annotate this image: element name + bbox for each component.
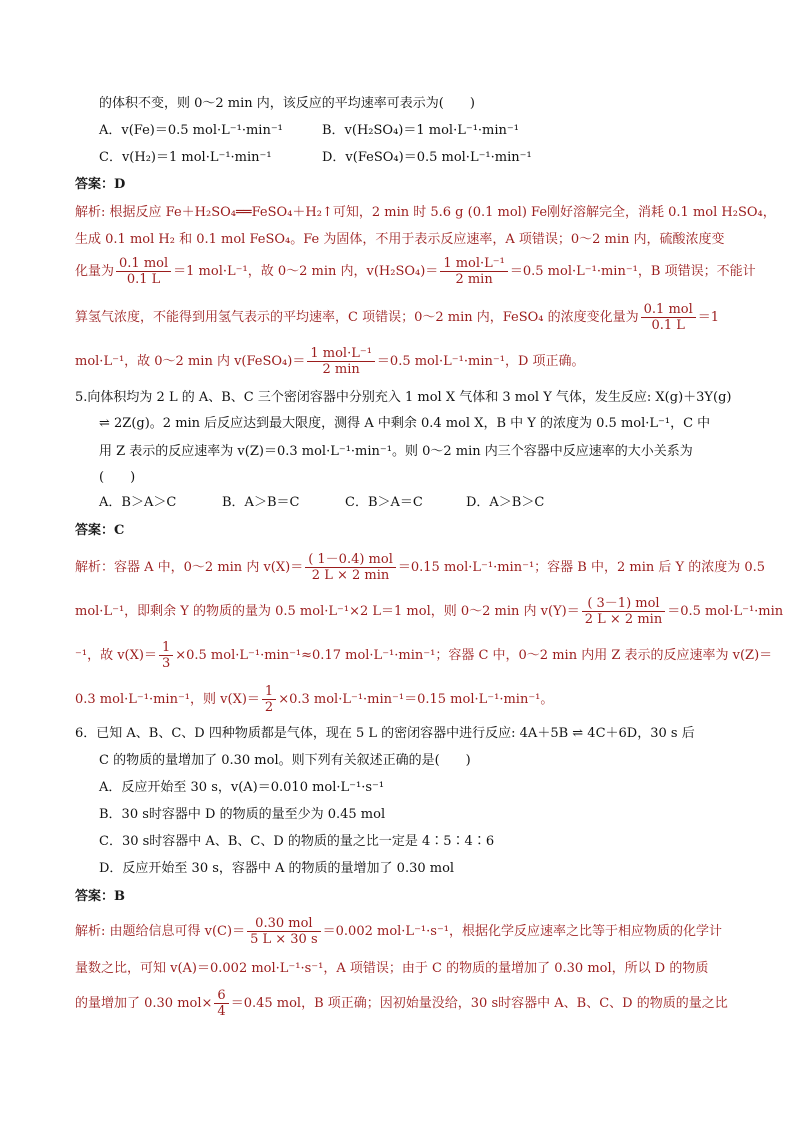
q5-option-b: B．A＞B＝C (222, 495, 300, 510)
q6-analysis-line3 (75, 988, 728, 1019)
fraction-numerator: 1 (262, 684, 276, 700)
q4-answer: 答案：D (75, 177, 126, 192)
text-segment: mol·L⁻¹，即剩余 Y 的物质的量为 0.5 mol·L⁻¹×2 L＝1 mol，则 0～2 min 内 v(Y)＝ (75, 604, 580, 619)
fraction-denominator: 2 min (322, 362, 360, 377)
fraction-denominator: 5 L × 30 s (250, 932, 318, 947)
fraction (116, 256, 171, 287)
fraction-numerator: ( 3－1) mol (582, 596, 665, 612)
fraction-numerator: 0.1 mol (641, 302, 696, 318)
fraction-denominator: 0.1 L (651, 318, 685, 333)
fraction-denominator: 0.1 L (126, 272, 161, 287)
fraction (262, 684, 276, 715)
text-segment: ＝0.002 mol·L⁻¹·s⁻¹，根据化学反应速率之比等于相应物质的化学计 (322, 924, 723, 939)
fraction (582, 596, 665, 627)
text-segment: mol·L⁻¹，故 0～2 min 内 v(FeSO₄)＝ (75, 354, 306, 369)
q4-analysis-line4 (75, 302, 719, 333)
text-segment: 解析：容器 A 中，0～2 min 内 v(X)＝ (75, 560, 304, 575)
fraction-numerator: 1 mol·L⁻¹ (307, 346, 375, 362)
q5-stem-line2: ⇌ 2Z(g)。2 min 后反应达到最大限度，测得 A 中剩余 0.4 mol X，B 中 Y 的浓度为 0.5 mol·L⁻¹，C 中 (99, 416, 711, 431)
q6-stem-line1: 6．已知 A、B、C、D 四种物质都是气体，现在 5 L 的密闭容器中进行反应: 4A＋5B ⇌ 4C＋6D，30 s 后 (75, 726, 695, 741)
q5-stem-line1: 5.向体积均为 2 L 的 A、B、C 三个密闭容器中分别充入 1 mol X 气体和 3 mol Y 气体，发生反应: X(g)＋3Y(g) (75, 390, 732, 405)
text-segment: 化量为 (75, 264, 115, 279)
text-segment: ＝0.5 mol·L⁻¹·min⁻¹，B 项错误；不能计 (509, 264, 756, 279)
q4-option-d: D．v(FeSO₄)＝0.5 mol·L⁻¹·min⁻¹ (322, 150, 532, 165)
fraction-denominator: 4 (217, 1004, 226, 1019)
q4-option-c: C．v(H₂)＝1 mol·L⁻¹·min⁻¹ (99, 150, 272, 165)
fraction (307, 346, 375, 377)
text-segment: ＝0.5 mol·L⁻¹·min (667, 604, 784, 619)
q6-option-c: C．30 s时容器中 A、B、C、D 的物质的量之比一定是 4∶5∶4∶6 (99, 834, 495, 849)
q4-option-b: B．v(H₂SO₄)＝1 mol·L⁻¹·min⁻¹ (322, 123, 519, 138)
q4-analysis-line5 (75, 346, 585, 377)
fraction-denominator: 2 (264, 700, 274, 715)
q5-analysis-line1 (75, 552, 765, 583)
fraction-numerator: 1 (159, 640, 173, 656)
text-segment: 解析: 由题给信息可得 v(C)＝ (75, 924, 246, 939)
fraction (214, 988, 228, 1019)
q4-analysis-line2: 生成 0.1 mol H₂ 和 0.1 mol FeSO₄。Fe 为固体，不用于表示反应速率，A 项错误；0～2 min 内，硫酸浓度变 (75, 232, 725, 247)
text-segment: ⁻¹，故 v(X)＝ (75, 648, 157, 663)
fraction-numerator: 0.30 mol (247, 916, 321, 932)
fraction (305, 552, 396, 583)
text-segment: 0.3 mol·L⁻¹·min⁻¹，则 v(X)＝ (75, 692, 260, 707)
q5-option-d: D．A＞B＞C (466, 495, 545, 510)
q4-analysis-line3 (75, 256, 756, 287)
q6-stem-line2: C 的物质的量增加了 0.30 mol。则下列有关叙述正确的是( ) (99, 753, 471, 768)
q5-stem-line4: ( ) (99, 470, 136, 485)
text-segment: ＝0.5 mol·L⁻¹·min⁻¹，D 项正确。 (376, 354, 585, 369)
fraction-denominator: 3 (161, 656, 171, 671)
fraction-numerator: 6 (214, 988, 228, 1004)
q5-analysis-line4 (75, 684, 553, 715)
fraction-denominator: 2 L × 2 min (311, 568, 390, 583)
text-segment: ＝1 mol·L⁻¹，故 0～2 min 内，v(H₂SO₄)＝ (173, 264, 439, 279)
q5-option-a: A．B＞A＞C (99, 495, 177, 510)
q5-stem-line3: 用 Z 表示的反应速率为 v(Z)＝0.3 mol·L⁻¹·min⁻¹。则 0～2 min 内三个容器中反应速率的大小关系为 (99, 444, 693, 459)
fraction (440, 256, 508, 287)
text-segment: ×0.5 mol·L⁻¹·min⁻¹≈0.17 mol·L⁻¹·min⁻¹；容器 C 中，0～2 min 内用 Z 表示的反应速率为 v(Z)＝ (175, 648, 773, 663)
fraction-denominator: 2 L × 2 min (584, 612, 663, 627)
q4-analysis-line1: 解析: 根据反应 Fe＋H₂SO₄══FeSO₄＋H₂↑可知，2 min 时 5.6 g (0.1 mol) Fe刚好溶解完全，消耗 0.1 mol H₂SO₄， (75, 205, 776, 220)
q6-analysis-line2: 量数之比，可知 v(A)＝0.002 mol·L⁻¹·s⁻¹，A 项错误；由于 C 的物质的量增加了 0.30 mol，所以 D 的物质 (75, 961, 709, 976)
fraction-numerator: ( 1－0.4) mol (305, 552, 396, 568)
text-segment: 的量增加了 0.30 mol× (75, 996, 213, 1011)
text-segment: 算氢气浓度，不能得到用氢气表示的平均速率，C 项错误；0～2 min 内，FeSO₄ 的浓度变化量为 (75, 310, 639, 325)
q6-analysis-line1 (75, 916, 722, 947)
q4-option-a: A．v(Fe)＝0.5 mol·L⁻¹·min⁻¹ (99, 123, 283, 138)
text-segment: ＝1 (697, 310, 720, 325)
fraction (247, 916, 321, 947)
text-segment: ＝0.45 mol，B 项正确；因初始量没给，30 s时容器中 A、B、C、D 的物质的量之比 (230, 996, 728, 1011)
q4-stem: 的体积不变，则 0～2 min 内，该反应的平均速率可表示为( ) (99, 96, 475, 111)
q6-option-d: D．反应开始至 30 s，容器中 A 的物质的量增加了 0.30 mol (99, 861, 455, 876)
q5-analysis-line2 (75, 596, 783, 627)
fraction-numerator: 1 mol·L⁻¹ (440, 256, 508, 272)
fraction-denominator: 2 min (455, 272, 493, 287)
q6-option-b: B．30 s时容器中 D 的物质的量至少为 0.45 mol (99, 807, 386, 822)
fraction (159, 640, 173, 671)
q6-answer: 答案：B (75, 889, 125, 904)
fraction (641, 302, 696, 333)
q5-option-c: C．B＞A＝C (345, 495, 423, 510)
q6-option-a: A．反应开始至 30 s，v(A)＝0.010 mol·L⁻¹·s⁻¹ (99, 780, 385, 795)
q5-analysis-line3 (75, 640, 772, 671)
q5-answer: 答案：C (75, 523, 125, 538)
text-segment: ×0.3 mol·L⁻¹·min⁻¹＝0.15 mol·L⁻¹·min⁻¹。 (278, 692, 554, 707)
text-segment: ＝0.15 mol·L⁻¹·min⁻¹；容器 B 中，2 min 后 Y 的浓度为 0.5 (397, 560, 766, 575)
fraction-numerator: 0.1 mol (116, 256, 171, 272)
